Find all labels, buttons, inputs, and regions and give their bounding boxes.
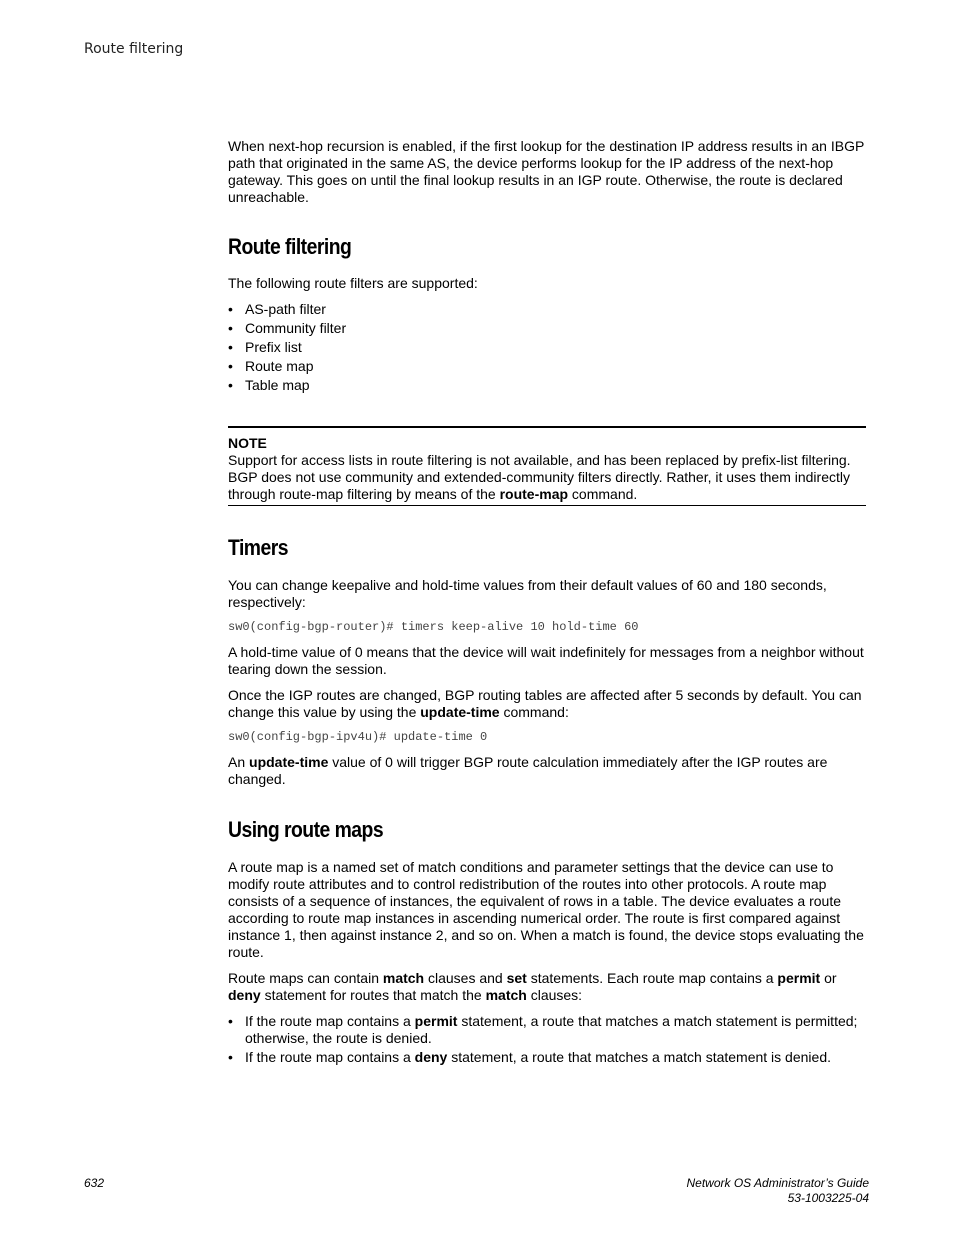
text-part: clauses and — [424, 970, 507, 986]
route-maps-paragraph-2 — [228, 970, 866, 1004]
text-part: If the route map contains a — [245, 1013, 415, 1029]
note-text-part: Support for access lists in route filtering is not available, and has been replaced by prefix-list filtering. BGP does not use community and extended-community filters directly. Rather, it uses them indirectly through route-map filtering by means of the — [228, 452, 851, 502]
text-part: An — [228, 754, 250, 770]
text-part: Once the IGP routes are changed, BGP routing tables are affected after 5 seconds by default. You can change this value by using the — [228, 687, 862, 720]
keyword-match: match — [485, 987, 527, 1003]
code-example-timers: sw0(config-bgp-router)# timers keep-alive 10 hold-time 60 — [228, 620, 639, 634]
timers-paragraph-1: You can change keepalive and hold-time values from their default values of 60 and 180 seconds, respectively: — [228, 577, 827, 610]
text-part: statements. Each route map contains a — [526, 970, 778, 986]
text-part: or — [820, 970, 837, 986]
section-heading-route-maps: Using route maps — [228, 817, 384, 842]
keyword-deny: deny — [414, 1049, 448, 1065]
keyword-match: match — [382, 970, 425, 986]
route-filters-lead: The following route filters are supported: — [228, 275, 478, 291]
keyword-deny: deny — [228, 987, 261, 1003]
keyword-permit: permit — [414, 1013, 458, 1029]
command-update-time: update-time — [249, 754, 329, 770]
guide-title: Network OS Administrator’s Guide — [686, 1176, 869, 1190]
command-route-map: route-map — [499, 486, 569, 502]
list-item: • Route map — [228, 358, 866, 375]
timers-paragraph-2: A hold-time value of 0 means that the device will wait indefinitely for messages from a neighbor without tearing down the session. — [228, 644, 864, 677]
text-part: Route maps can contain — [228, 970, 383, 986]
page-number: 632 — [84, 1176, 105, 1190]
text-part: statement, a route that matches a match statement is denied. — [447, 1049, 831, 1065]
route-filter-list — [228, 301, 866, 394]
list-item — [228, 1013, 866, 1047]
section-heading-route-filtering: Route filtering — [228, 234, 352, 259]
note-text — [228, 452, 866, 503]
text-part: clauses: — [526, 987, 583, 1003]
list-item: • Table map — [228, 377, 866, 394]
list-item: • Prefix list — [228, 339, 866, 356]
timers-paragraph-4 — [228, 754, 866, 788]
text-part: statement for routes that match the — [260, 987, 486, 1003]
note-box — [228, 426, 866, 506]
list-item: • AS-path filter — [228, 301, 866, 318]
text-part: value of 0 will trigger BGP route calculation immediately after the IGP routes are changed. — [228, 754, 828, 787]
timers-paragraph-3 — [228, 687, 866, 721]
note-text-part: command. — [568, 486, 638, 502]
list-item — [228, 1049, 866, 1066]
text-part: statement, a route that matches a match statement is permitted; otherwise, the route is denied. — [245, 1013, 858, 1046]
list-item: • Community filter — [228, 320, 866, 337]
text-part: command: — [499, 704, 569, 720]
running-header: Route filtering — [84, 41, 184, 57]
page-content — [228, 138, 866, 1066]
route-maps-paragraph-1: A route map is a named set of match conditions and parameter settings that the device can use to modify route attributes and to control redistribution of the routes into other protocols. A route map consists of a sequence of instances, the equivalent of rows in a table. The device evaluates a route according to route map instances in ascending numerical order. The route is first compared against instance 1, then against instance 2, and so on. When a match is found, the device stops evaluating the route. — [228, 859, 864, 960]
route-map-rules-list — [228, 1013, 866, 1066]
section-heading-timers: Timers — [228, 535, 288, 560]
text-part: If the route map contains a — [245, 1049, 415, 1065]
intro-paragraph: When next-hop recursion is enabled, if the first lookup for the destination IP address results in an IBGP path that originated in the same AS, the device performs lookup for the IP address of the next-hop gateway. This goes on until the final lookup results in an IGP route. Otherwise, the route is declared unreachable. — [228, 138, 865, 205]
keyword-set: set — [506, 970, 527, 986]
code-example-update-time: sw0(config-bgp-ipv4u)# update-time 0 — [228, 730, 488, 744]
keyword-permit: permit — [777, 970, 821, 986]
footer-doc-info — [686, 1176, 869, 1206]
command-update-time: update-time — [420, 704, 500, 720]
note-label: NOTE — [228, 435, 267, 451]
doc-number: 53-1003225-04 — [787, 1191, 869, 1205]
